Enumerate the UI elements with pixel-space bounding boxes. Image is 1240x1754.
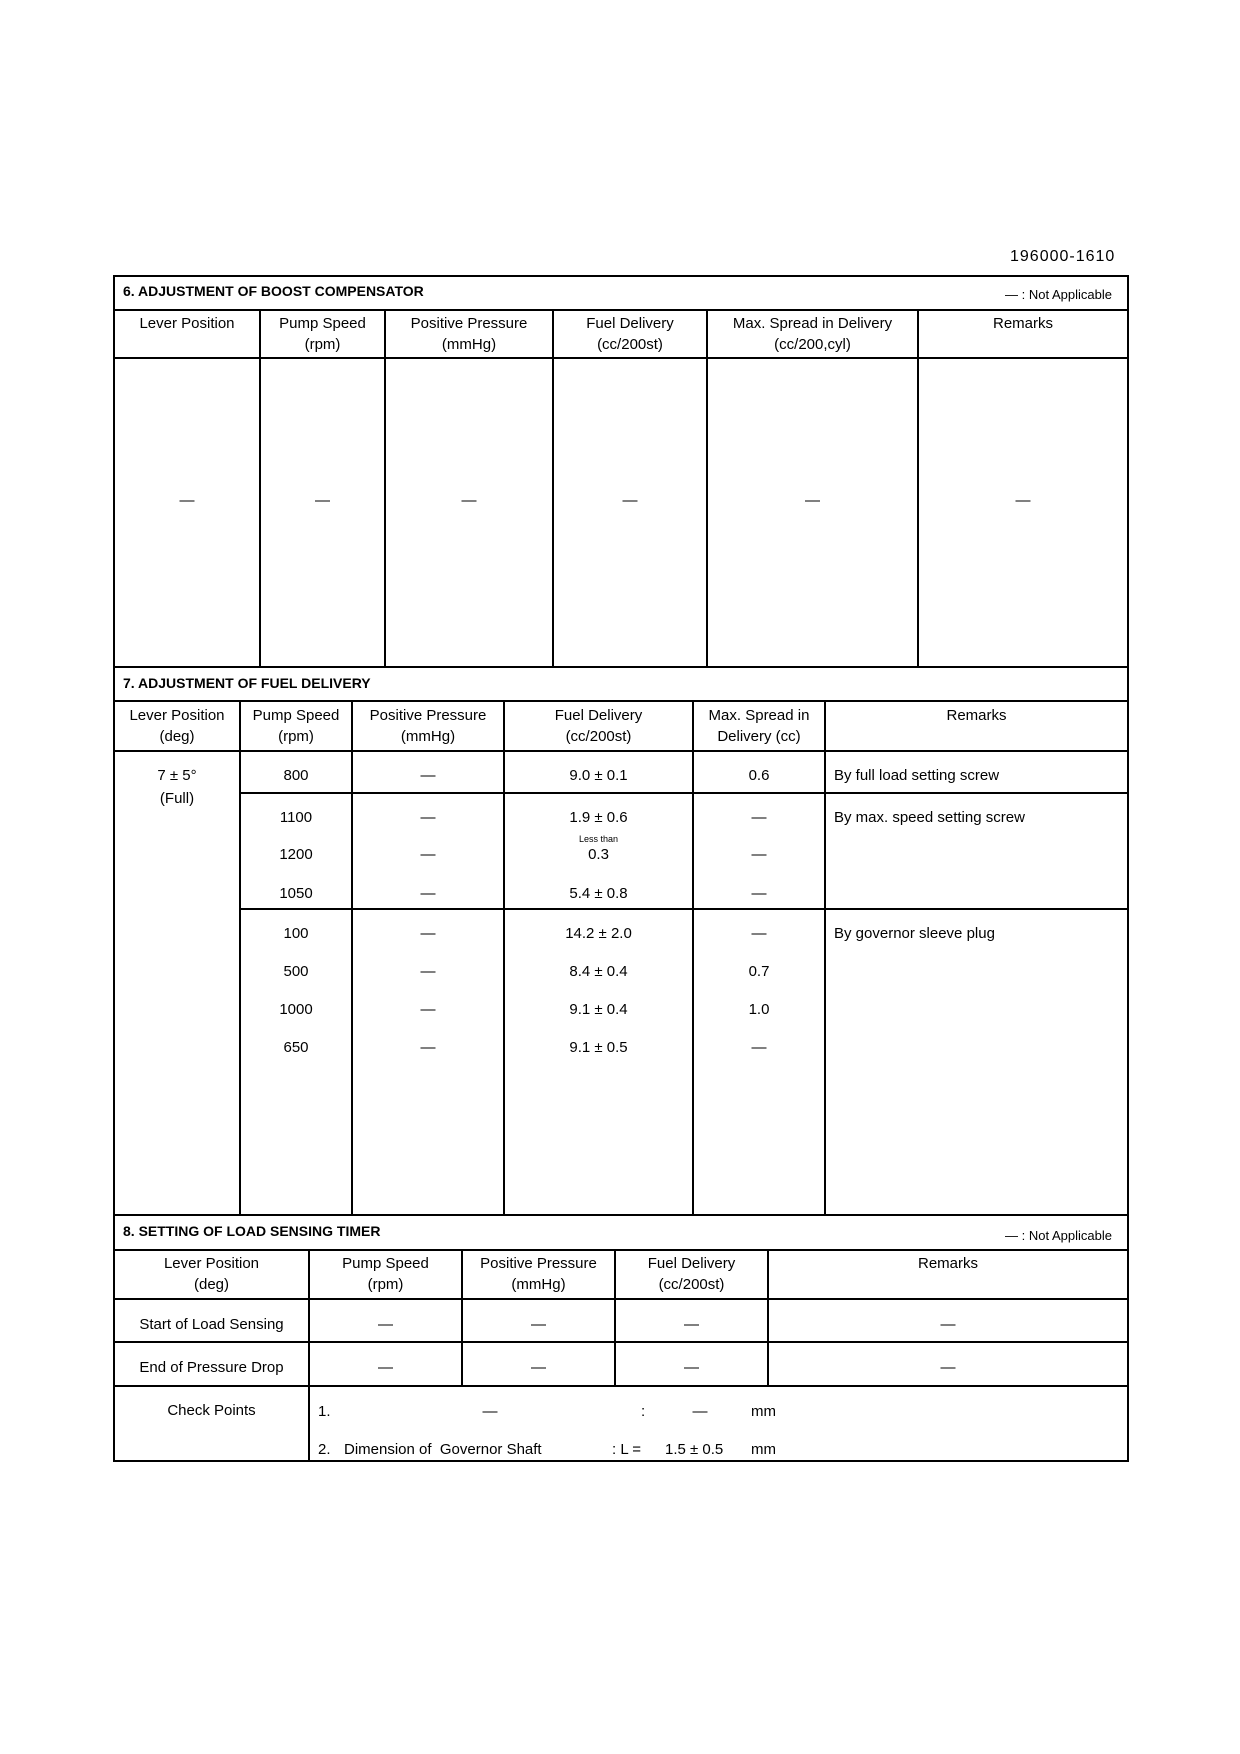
s7-row-pressure: — xyxy=(420,809,436,826)
s7-row-spread: 1.0 xyxy=(748,1001,770,1018)
s7-row-spread: — xyxy=(751,885,767,902)
divider xyxy=(239,792,1129,794)
divider xyxy=(113,700,1129,702)
s7-row-pressure: — xyxy=(420,1001,436,1018)
s7-row-pressure: — xyxy=(420,1039,436,1056)
s7-row-speed: 800 xyxy=(283,767,309,784)
divider xyxy=(113,1249,1129,1251)
check-points-label: Check Points xyxy=(167,1402,256,1419)
s7-row-speed: 500 xyxy=(283,963,309,980)
divider xyxy=(552,309,554,666)
s7-row-pressure: — xyxy=(420,846,436,863)
s6-header-lever: Lever Position xyxy=(139,315,235,332)
check-point-2-number: 2. xyxy=(318,1441,331,1458)
s7-header-remarks: Remarks xyxy=(946,707,1007,724)
s6-header-pressure: Positive Pressure (mmHg) xyxy=(410,315,528,353)
check-point-1-separator: : xyxy=(641,1403,646,1420)
divider xyxy=(113,666,1129,668)
divider xyxy=(706,309,708,666)
s7-row-spread: 0.6 xyxy=(748,767,770,784)
section-6-title: 6. ADJUSTMENT OF BOOST COMPENSATOR xyxy=(123,283,424,299)
s6-header-delivery: Fuel Delivery (cc/200st) xyxy=(586,315,674,353)
s7-header-lever: Lever Position (deg) xyxy=(129,707,225,745)
s7-row-pressure: — xyxy=(420,963,436,980)
check-point-2-unit: mm xyxy=(751,1441,776,1458)
s8-row-speed: — xyxy=(378,1316,393,1333)
s6-value-delivery: — xyxy=(622,492,638,509)
check-point-1-number: 1. xyxy=(318,1403,331,1420)
s7-row-delivery: 9.1 ± 0.4 xyxy=(569,1001,628,1018)
s7-header-delivery: Fuel Delivery (cc/200st) xyxy=(554,707,643,745)
divider xyxy=(308,1249,310,1461)
divider xyxy=(259,309,261,666)
s8-row-pressure: — xyxy=(531,1359,546,1376)
check-point-2-separator: : L = xyxy=(612,1441,642,1458)
s7-row-delivery: 5.4 ± 0.8 xyxy=(569,885,628,902)
divider xyxy=(384,309,386,666)
divider xyxy=(113,1298,1129,1300)
s7-row-spread: 0.7 xyxy=(748,963,770,980)
s7-row-pressure: — xyxy=(420,925,436,942)
s7-row-speed: 650 xyxy=(283,1039,309,1056)
s7-row-delivery: 0.3 xyxy=(588,846,609,863)
s8-row-remarks: — xyxy=(940,1316,956,1333)
s7-row-speed: 1050 xyxy=(279,885,313,902)
s7-row-speed: 1200 xyxy=(279,846,313,863)
s7-row-delivery: 1.9 ± 0.6 xyxy=(569,809,628,826)
divider xyxy=(113,357,1129,359)
s6-value-lever: — xyxy=(179,492,195,509)
divider xyxy=(824,700,826,1214)
s6-value-pressure: — xyxy=(461,492,477,509)
s7-row-delivery: 8.4 ± 0.4 xyxy=(569,963,628,980)
s8-header-remarks: Remarks xyxy=(917,1255,978,1272)
s7-row-spread: — xyxy=(751,1039,767,1056)
divider xyxy=(113,1385,1129,1387)
s8-row-label: End of Pressure Drop xyxy=(139,1359,284,1376)
s8-row-remarks: — xyxy=(940,1359,956,1376)
s6-value-remarks: — xyxy=(1015,492,1031,509)
s7-row-spread: — xyxy=(751,846,767,863)
check-point-1-name: — xyxy=(482,1403,498,1420)
s7-header-pressure: Positive Pressure (mmHg) xyxy=(369,707,487,745)
s7-row-speed: 1000 xyxy=(279,1001,313,1018)
s8-row-delivery: — xyxy=(684,1359,699,1376)
s7-row-remarks: By governor sleeve plug xyxy=(834,925,995,942)
divider xyxy=(113,1214,1129,1216)
divider xyxy=(113,309,1129,311)
s8-header-lever: Lever Position (deg) xyxy=(163,1255,260,1293)
s7-row-spread: — xyxy=(751,809,767,826)
s7-header-speed: Pump Speed (rpm) xyxy=(252,707,340,745)
s7-row-pressure: — xyxy=(420,885,436,902)
s6-header-remarks: Remarks xyxy=(992,315,1053,332)
not-applicable-note-6: — : Not Applicable xyxy=(1005,287,1112,302)
s8-header-delivery: Fuel Delivery (cc/200st) xyxy=(647,1255,736,1293)
s8-row-delivery: — xyxy=(684,1316,699,1333)
s8-header-pressure: Positive Pressure (mmHg) xyxy=(480,1255,597,1293)
s7-row-remarks: By full load setting screw xyxy=(834,767,1000,784)
s6-header-speed: Pump Speed (rpm) xyxy=(279,315,366,353)
check-point-1-value: — xyxy=(692,1403,708,1420)
less-than-label: Less than xyxy=(578,834,619,844)
s7-lever-note: (Full) xyxy=(159,790,195,807)
s7-row-delivery: 14.2 ± 2.0 xyxy=(565,925,632,942)
not-applicable-note-8: — : Not Applicable xyxy=(1005,1228,1112,1243)
divider xyxy=(239,908,1129,910)
s6-header-spread: Max. Spread in Delivery (cc/200,cyl) xyxy=(732,315,893,353)
s8-row-speed: — xyxy=(378,1359,393,1376)
check-point-2-name: Dimension of Governor Shaft xyxy=(344,1441,542,1458)
s7-row-speed: 1100 xyxy=(279,809,313,826)
s7-row-delivery: 9.1 ± 0.5 xyxy=(569,1039,628,1056)
section-8-title: 8. SETTING OF LOAD SENSING TIMER xyxy=(123,1223,381,1239)
divider xyxy=(917,309,919,666)
document-id: 196000-1610 xyxy=(1010,248,1116,265)
divider xyxy=(113,750,1129,752)
s8-row-label: Start of Load Sensing xyxy=(139,1316,284,1333)
s6-value-speed: — xyxy=(315,492,330,509)
s7-row-remarks: By max. speed setting screw xyxy=(834,809,1025,826)
s8-header-speed: Pump Speed (rpm) xyxy=(342,1255,429,1293)
s6-value-spread: — xyxy=(805,492,820,509)
section-7-title: 7. ADJUSTMENT OF FUEL DELIVERY xyxy=(123,675,371,691)
s7-row-speed: 100 xyxy=(283,925,309,942)
s8-row-pressure: — xyxy=(531,1316,546,1333)
check-point-1-unit: mm xyxy=(751,1403,776,1420)
s7-row-spread: — xyxy=(751,925,767,942)
check-point-2-value: 1.5 ± 0.5 xyxy=(665,1441,724,1458)
s7-row-pressure: — xyxy=(420,767,436,784)
divider xyxy=(113,1341,1129,1343)
s7-lever-value: 7 ± 5° xyxy=(157,767,197,784)
s7-row-delivery: 9.0 ± 0.1 xyxy=(569,767,628,784)
s7-header-spread: Max. Spread in Delivery (cc) xyxy=(708,707,810,745)
